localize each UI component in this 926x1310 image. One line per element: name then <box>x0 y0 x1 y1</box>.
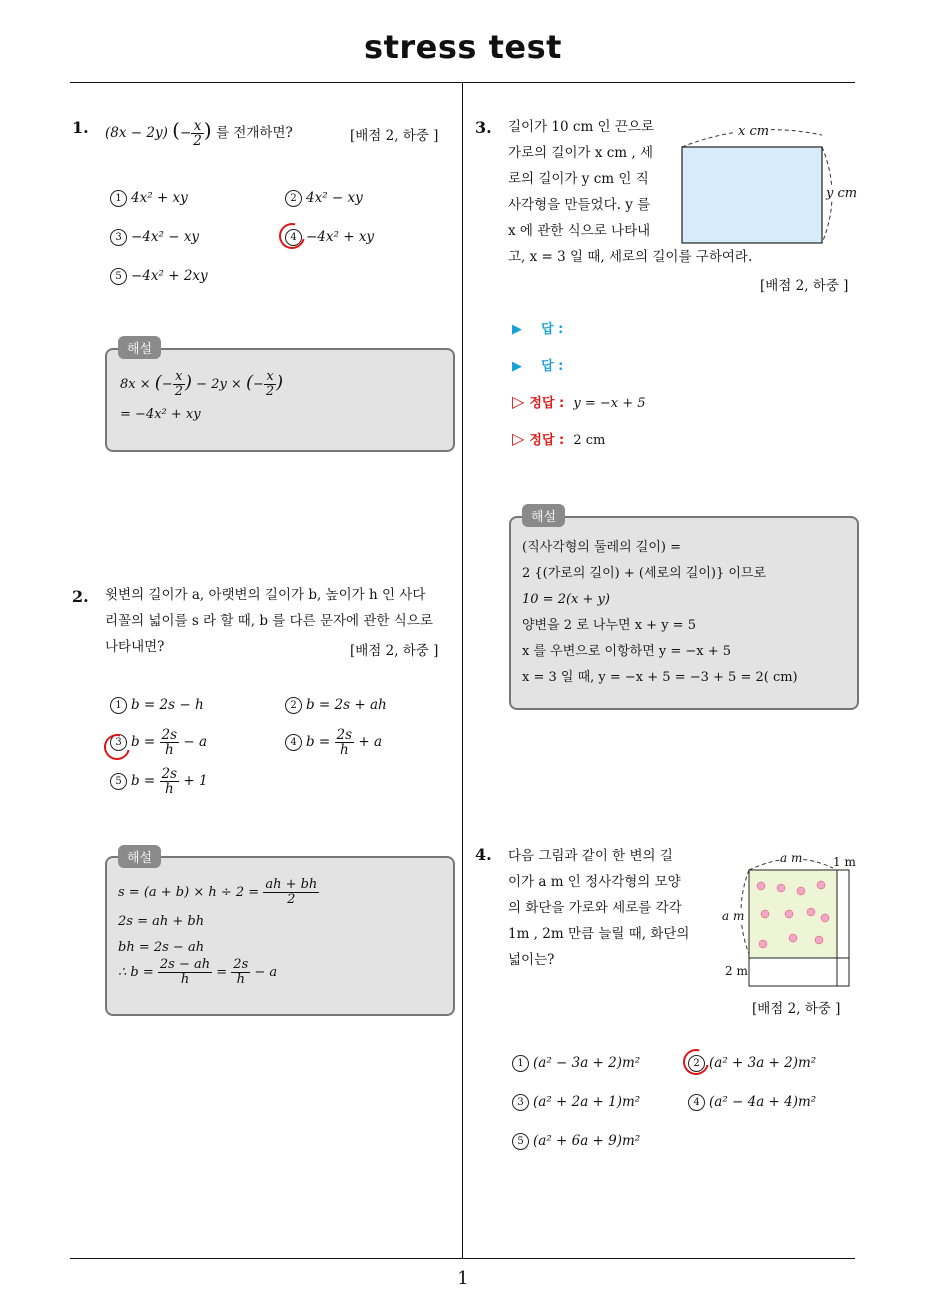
q4-choice-5[interactable]: 5 (a² + 6a + 9)m² <box>512 1133 640 1150</box>
q1-solution-box <box>105 348 455 452</box>
q2-solution-tag: 해설 <box>118 845 161 868</box>
q3-fig-top-label: x cm <box>738 124 770 139</box>
column-divider <box>462 83 463 1258</box>
q2-solution-line-1: s = (a + b) × h ÷ 2 = $\frac{ah + bh}{2}$ <box>118 877 318 907</box>
q1-question: (8x − 2y) (− $\frac{x}{2}$ ) 를 전개하면? <box>105 118 293 149</box>
q1-expr-suffix: 를 전개하면? <box>215 125 293 141</box>
q3-solution-line-3: 10 = 2(x + y) <box>522 592 610 607</box>
q1-expr-prefix: (8x − 2y) <box>105 125 168 141</box>
q4-number: 4. <box>475 845 492 864</box>
q1-score: [배점 2, 하중 ] <box>350 128 439 144</box>
q1-choice-3[interactable]: 3 −4x² − xy <box>110 229 199 246</box>
q4-choice-4[interactable]: 4 (a² − 4a + 4)m² <box>688 1094 816 1111</box>
q2-number: 2. <box>72 587 89 606</box>
q1-solution-line-2: = −4x² + xy <box>120 407 201 422</box>
q1-choice-1[interactable]: 1 4x² + xy <box>110 190 188 207</box>
q3-question: 길이가 10 cm 인 끈으로 가로의 길이가 x cm , 세 로의 길이가 y cm 인 직 사각형을 만들었다. y 를 x 에 관한 식으로 나타내 고, x = 3 일 때, 세로의 길이를 구하여라. <box>508 119 753 265</box>
q4-fig-right-top-label: 1 m <box>833 855 856 869</box>
q1-answer-mark <box>274 218 310 254</box>
q4-fig-bottom-left-label: 2 m <box>725 964 748 978</box>
q3-answer-2[interactable]: ▶ 답 : <box>512 359 564 374</box>
q3-answer-1[interactable]: ▶ 답 : <box>512 322 564 337</box>
q4-question: 다음 그림과 같이 한 변의 길 이가 a m 인 정사각형의 모양 의 화단을 가로와 세로를 각각 1m , 2m 만큼 늘릴 때, 화단의 넓이는? <box>508 848 690 968</box>
q4-score: [배점 2, 하중 ] <box>752 1001 841 1017</box>
q3-correct-answer-2: ▷ 정답 : 2 cm <box>512 429 606 448</box>
q1-choice-2[interactable]: 2 4x² − xy <box>285 190 363 207</box>
q4-choice-3[interactable]: 3 (a² + 2a + 1)m² <box>512 1094 640 1111</box>
q4-fig-left-label: a m <box>722 909 745 923</box>
q2-solution-line-2: 2s = ah + bh <box>118 914 205 929</box>
q3-fig-side-label: y cm <box>826 186 858 201</box>
q1-number: 1. <box>72 118 89 137</box>
q1-choice-4[interactable]: 4 −4x² + xy <box>285 229 374 246</box>
q1-choice-5[interactable]: 5 −4x² + 2xy <box>110 268 208 285</box>
q2-choice-3[interactable]: 3 b = $\frac{2s}{h}$ − a <box>110 728 207 757</box>
q3-number: 3. <box>475 118 492 137</box>
q3-solution-line-4: 양변을 2 로 나누면 x + y = 5 <box>522 618 696 633</box>
q4-answer-mark <box>678 1044 714 1080</box>
q3-score: [배점 2, 하중 ] <box>760 278 849 294</box>
q4-choice-1[interactable]: 1 (a² − 3a + 2)m² <box>512 1055 640 1072</box>
q3-correct-answer-1: ▷ 정답 : y = −x + 5 <box>512 392 646 411</box>
q2-question: 윗변의 길이가 a, 아랫변의 길이가 b, 높이가 h 인 사다 리꼴의 넓이를 s 라 할 때, b 를 다른 문자에 관한 식으로 나타내면? <box>105 587 433 655</box>
q4-choice-2[interactable]: 2 (a² + 3a + 2)m² <box>688 1055 816 1072</box>
q2-score: [배점 2, 하중 ] <box>350 643 439 659</box>
q3-solution-line-5: x 를 우변으로 이항하면 y = −x + 5 <box>522 644 732 659</box>
q3-rectangle <box>682 147 822 243</box>
q2-solution-line-3: bh = 2s − ah <box>118 940 205 955</box>
q3-solution <box>522 535 852 691</box>
q3-solution-line-6: x = 3 일 때, y = −x + 5 = −3 + 5 = 2( cm) <box>522 670 798 685</box>
q3-solution-line-1: (직사각형의 둘레의 길이) = <box>522 540 682 555</box>
page-title: stress test <box>364 28 562 66</box>
q2-solution-line-4: ∴ b = $\frac{2s - ah}{h}$ = $\frac{2s}{h}$ − a <box>118 957 278 987</box>
page-number: 1 <box>457 1268 469 1289</box>
q1-solution-line-1: 8x × (− $\frac{x}{2}$ ) − 2y × (− $\frac{x}{2}$ ) <box>120 369 284 399</box>
q1-fraction: $\frac{x}{2}$ <box>193 118 202 149</box>
q2-choice-1[interactable]: 1 b = 2s − h <box>110 697 204 714</box>
q4-fig-top-label: a m <box>780 851 803 865</box>
q2-choice-5[interactable]: 5 b = $\frac{2s}{h}$ + 1 <box>110 767 208 796</box>
q3-solution-line-2: 2 {(가로의 길이) + (세로의 길이)} 이므로 <box>522 566 767 581</box>
q3-solution-tag: 해설 <box>522 504 565 527</box>
q2-choice-2[interactable]: 2 b = 2s + ah <box>285 697 387 714</box>
q2-choice-4[interactable]: 4 b = $\frac{2s}{h}$ + a <box>285 728 382 757</box>
q1-solution-tag: 해설 <box>118 336 161 359</box>
footer-rule <box>70 1258 855 1259</box>
